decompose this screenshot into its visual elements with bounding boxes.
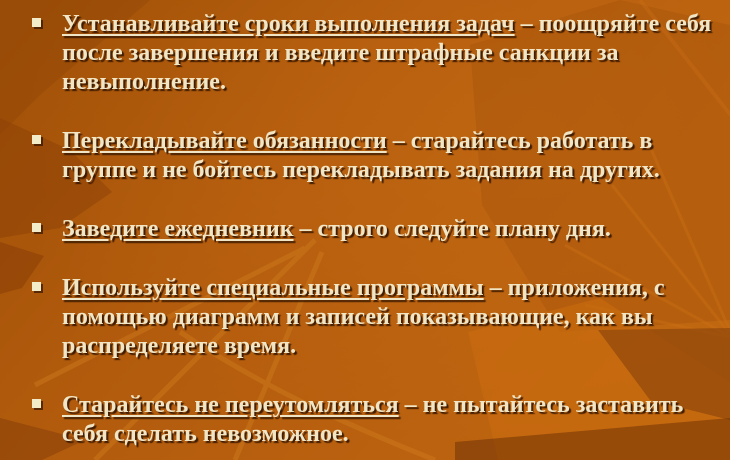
bullet-rest: – поощряйте себя после завершения и введите штрафные санкции за невыполнение. xyxy=(62,11,712,95)
bullet-list xyxy=(30,10,712,449)
bullet-square-icon xyxy=(32,399,41,408)
bullet-item xyxy=(30,391,712,449)
bullet-square-icon xyxy=(32,282,41,291)
bullet-square-icon xyxy=(32,135,41,144)
bullet-rest: – приложения, с помощью диаграмм и записей показывающие, как вы распределяете время. xyxy=(62,275,665,359)
bullet-lead: Используйте специальные программы xyxy=(62,275,484,301)
bullet-item xyxy=(30,127,712,185)
bullet-item xyxy=(30,274,712,361)
bullet-lead: Старайтесь не переутомляться xyxy=(62,392,399,418)
bullet-lead: Перекладывайте обязанности xyxy=(62,128,387,154)
bullet-item xyxy=(30,215,712,244)
bullet-lead: Заведите ежедневник xyxy=(62,216,294,242)
bullet-item xyxy=(30,10,712,97)
bullet-rest: – строго следуйте плану дня. xyxy=(293,216,611,242)
bullet-rest: – старайтесь работать в группе и не бойтесь перекладывать задания на других. xyxy=(62,128,660,183)
bullet-square-icon xyxy=(32,223,41,232)
bullet-rest: – не пытайтесь заставить себя сделать невозможное. xyxy=(62,392,684,447)
bullet-square-icon xyxy=(32,18,41,27)
bullet-lead: Устанавливайте сроки выполнения задач xyxy=(62,11,515,37)
